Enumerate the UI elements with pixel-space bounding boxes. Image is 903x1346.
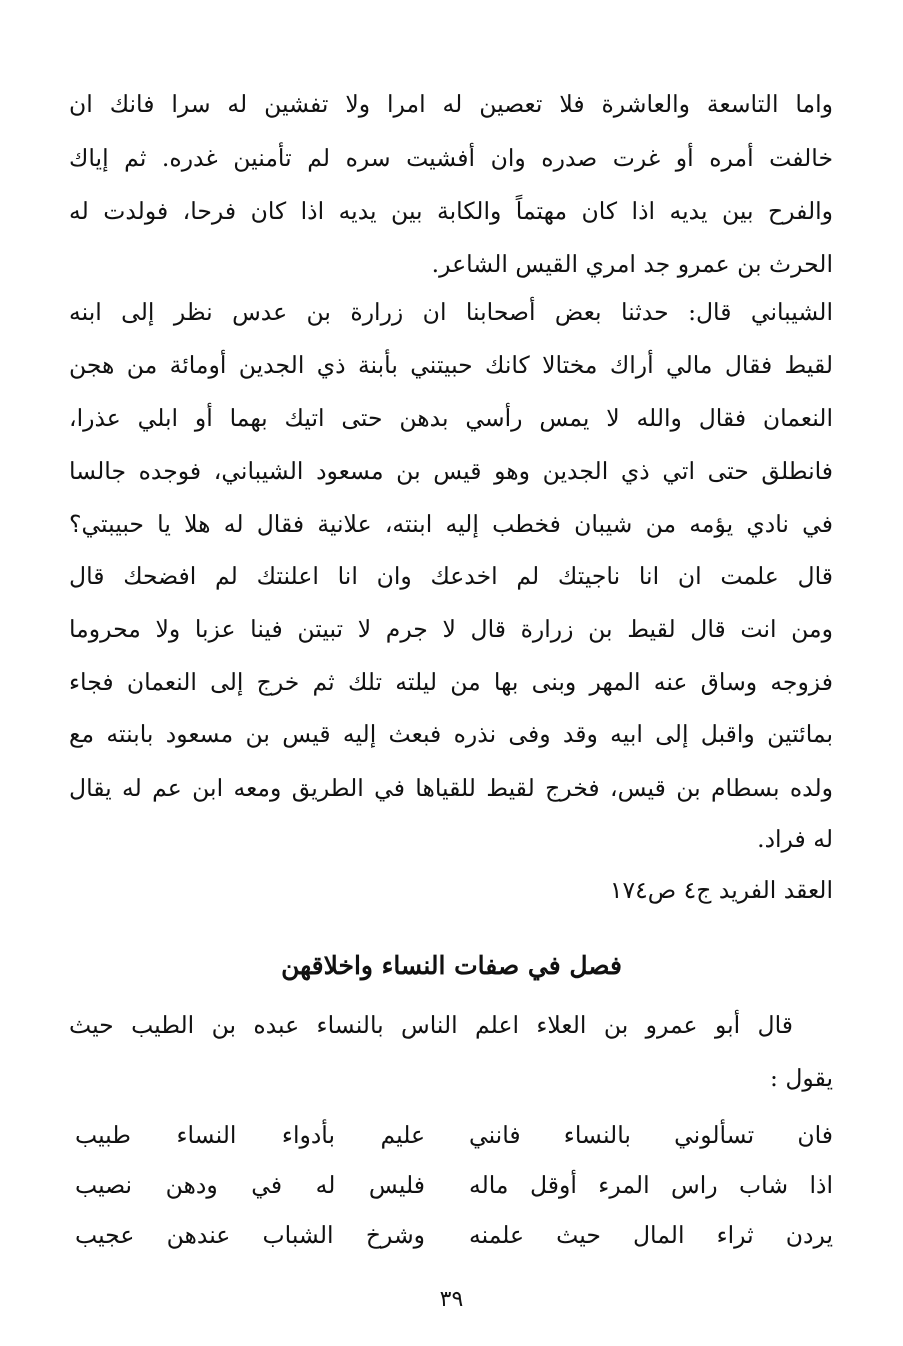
text-line: الحرث بن عمرو جد امري القيس الشاعر.: [431, 250, 833, 278]
text-line: النعمان فقال والله لا يمس رأسي بدهن حتى اتيك بهما أو ابلي عذرا،: [69, 404, 833, 432]
text-line: خالفت أمره أو غرت صدره وان أفشيت سره لم تأمنين غدره. ثم إياك: [69, 144, 833, 172]
section-heading: فصل في صفات النساء واخلاقهن: [281, 951, 622, 980]
text-line: ومن انت قال لقيط بن زرارة قال لا جرم لا تبيتن فينا عزبا ولا محروما: [69, 615, 833, 643]
text-line: ولده بسطام بن قيس، فخرج لقيط للقياها في الطريق ومعه ابن عم له يقال: [69, 774, 833, 802]
text-line: بمائتين واقبل إلى ابيه وقد وفى نذره فبعث إليه قيس بن مسعود بابنته مع: [69, 720, 833, 748]
text-line: واما التاسعة والعاشرة فلا تعصين له امرا ولا تفشين له سرا فانك ان: [69, 90, 833, 118]
poem-verse-first-half: اذا شاب راس المرء أوقل ماله: [469, 1171, 833, 1199]
text-line: له فراد.: [757, 825, 833, 853]
page-number: ٣٩: [439, 1287, 464, 1312]
poem-verse-second-half: وشرخ الشباب عندهن عجيب: [75, 1221, 425, 1249]
text-line: يقول :: [769, 1064, 833, 1092]
text-line: في نادي يؤمه من شيبان فخطب إليه ابنته، علانية فقال له هلا يا حبيبتي؟: [69, 510, 833, 538]
poem-verse-second-half: فليس له في ودهن نصيب: [75, 1171, 425, 1199]
source-reference: العقد الفريد ج٤ ص١٧٤: [609, 876, 833, 904]
text-line: فانطلق حتى اتي ذي الجدين وهو قيس بن مسعود الشيباني، فوجده جالسا: [69, 457, 833, 485]
poem-verse-first-half: فان تسألوني بالنساء فانني: [469, 1121, 833, 1149]
text-line: قال علمت ان انا ناجيتك لم اخدعك وان انا اعلنتك لم افضحك قال: [69, 562, 833, 590]
text-line: فزوجه وساق عنه المهر وبنى بها من ليلته تلك ثم خرج إلى النعمان فجاء: [69, 668, 833, 696]
text-line: لقيط فقال مالي أراك مختالا كانك حبيتني بأبنة ذي الجدين أومائة من هجن: [69, 351, 833, 379]
poem-verse-second-half: عليم بأدواء النساء طبيب: [75, 1121, 425, 1149]
text-line: والفرح بين يديه اذا كان مهتماً والكابة بين يديه اذا كان فرحا، فولدت له: [69, 197, 833, 225]
text-line: قال أبو عمرو بن العلاء اعلم الناس بالنساء عبده بن الطيب حيث: [69, 1011, 793, 1039]
poem-verse-first-half: يردن ثراء المال حيث علمنه: [469, 1221, 833, 1249]
text-line: الشيباني قال: حدثنا بعض أصحابنا ان زرارة بن عدس نظر إلى ابنه: [69, 298, 833, 326]
